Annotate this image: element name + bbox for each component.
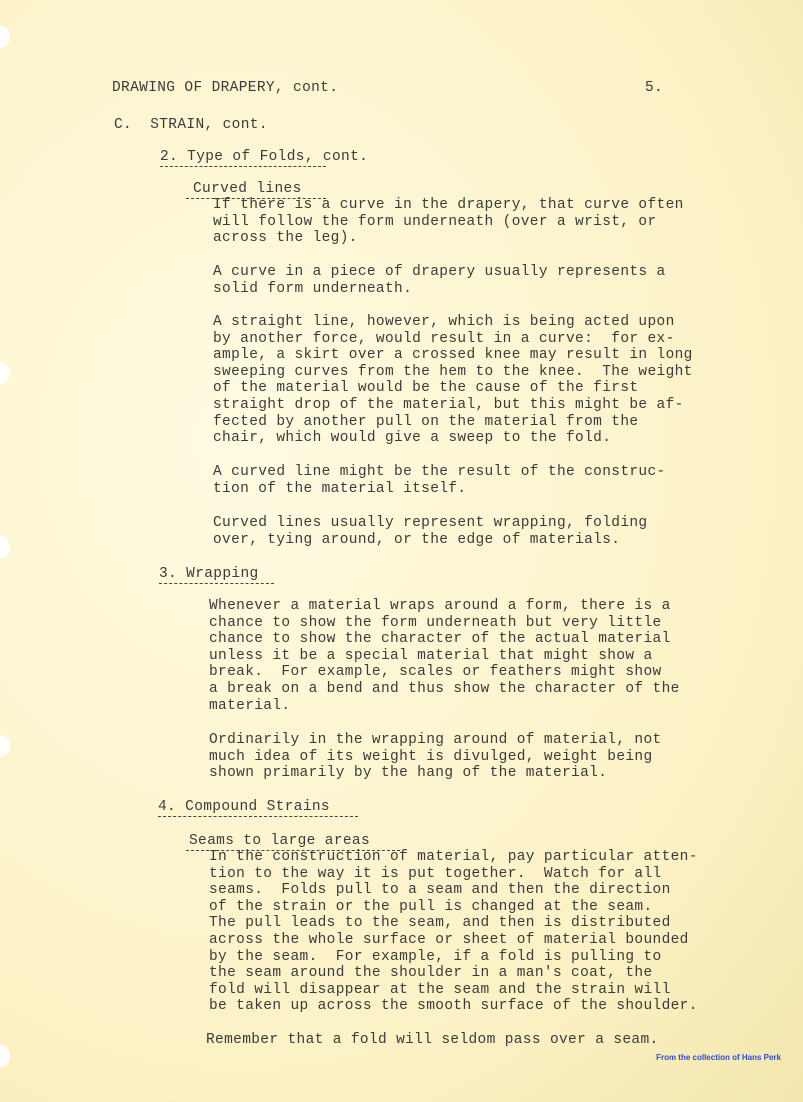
curved-lines-paragraph-2: A curve in a piece of drapery usually represents a solid form underneath.: [213, 264, 666, 297]
curved-lines-paragraph-3: A straight line, however, which is being acted upon by another force, would result in a curve: for ex- ample, a skirt over a crossed knee may result in long sweeping curves from the hem to the knee. The weight of the material would be the cause of the first straight drop of the material, but this might be af- fected by another pull on the material from the chair, which would give a sweep to the fold.: [213, 314, 693, 447]
subsection-heading: [160, 149, 368, 166]
subsection-suffix: , cont.: [304, 149, 369, 165]
punch-hole: [0, 26, 10, 48]
subsection-title: 2. Type of Folds: [160, 149, 305, 165]
collection-credit: From the collection of Hans Perk: [656, 1053, 781, 1062]
heading-underline: [158, 816, 358, 817]
punch-hole: [0, 536, 10, 558]
punch-hole: [0, 362, 10, 384]
wrapping-paragraph-2: Ordinarily in the wrapping around of material, not much idea of its weight is divulged, weight being shown primarily by the hang of the material.: [209, 732, 662, 782]
compound-strains-heading: 4. Compound Strains: [158, 799, 330, 815]
page-number: 5.: [645, 80, 664, 96]
seams-paragraph-1: In the construction of material, pay particular atten- tion to the way it is put together. Watch for all seams. Folds pull to a seam and then the direction of the strain or the pull is changed at the seam. The pull leads to the seam, and then is distributed across the whole surface or sheet of material bounded by the seam. For example, if a fold is pulling to the seam around the shoulder in a man's coat, the fold will disappear at the seam and the strain will be taken up across the smooth surface of the shoulder.: [209, 849, 698, 1015]
seams-paragraph-2: Remember that a fold will seldom pass over a seam.: [206, 1032, 659, 1048]
curved-lines-paragraph-4: A curved line might be the result of the construc- tion of the material itself.: [213, 464, 666, 497]
heading-underline: [160, 166, 326, 167]
heading-underline: [159, 583, 274, 584]
curved-lines-paragraph-5: Curved lines usually represent wrapping, folding over, tying around, or the edge of materials.: [213, 515, 648, 548]
punch-hole: [0, 1045, 10, 1067]
wrapping-heading: 3. Wrapping: [159, 566, 259, 582]
seams-heading: Seams to large areas: [189, 833, 371, 849]
curved-lines-paragraph-1: If there is a curve in the drapery, that curve often will follow the form underneath (over a wrist, or across the leg).: [213, 197, 684, 247]
wrapping-paragraph-1: Whenever a material wraps around a form, there is a chance to show the form underneath but very little chance to show the character of the actual material unless it be a special material that might show a break. For example, scales or feathers might show a break on a bend and thus show the character of the material.: [209, 598, 680, 714]
section-heading: C. STRAIN, cont.: [114, 117, 268, 133]
page-header-title: DRAWING OF DRAPERY, cont.: [112, 80, 339, 96]
curved-lines-heading: Curved lines: [193, 181, 302, 197]
punch-hole: [0, 735, 10, 757]
